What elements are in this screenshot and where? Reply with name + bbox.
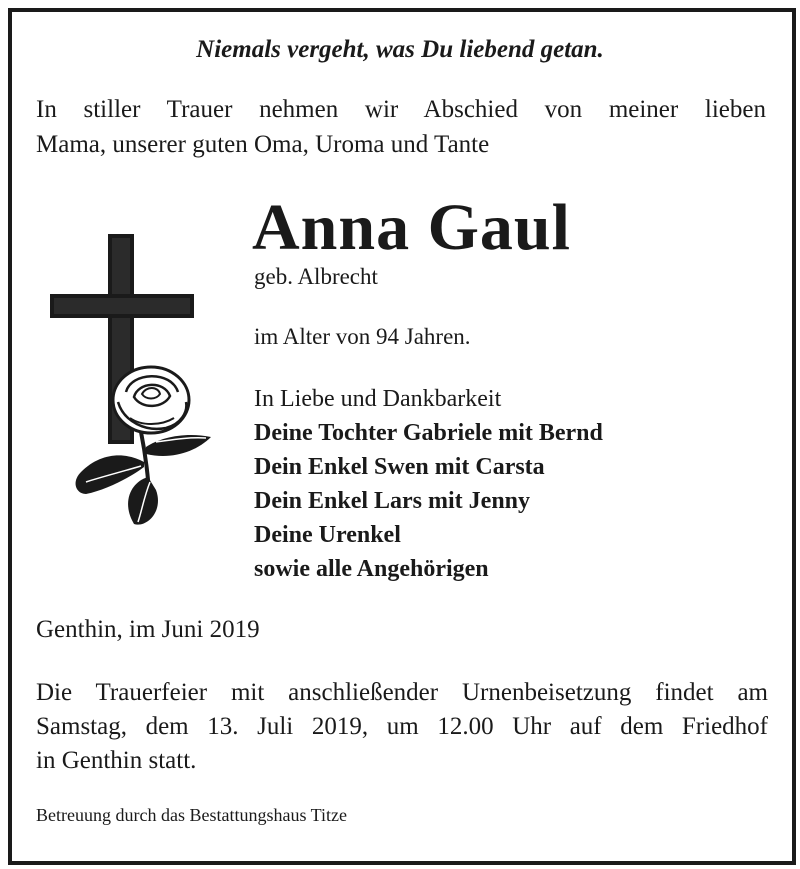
age-text: im Alter von 94 Jahren.: [254, 324, 471, 349]
funeral-line: Die Trauerfeier mit anschließender Urnenbeisetzung findet am: [36, 679, 768, 706]
funeral-details: [36, 676, 768, 778]
mourner-entry: Dein Enkel Lars mit Jenny: [254, 488, 531, 514]
mourner-entry: Deine Tochter Gabriele mit Bernd: [254, 420, 603, 446]
motto: Niemals vergeht, was Du liebend getan.: [196, 36, 604, 63]
funeral-line: in Genthin statt.: [36, 747, 197, 774]
intro-text: [36, 92, 766, 162]
mourners-lead: In Liebe und Dankbarkeit: [254, 386, 502, 412]
mourners-list: [254, 382, 603, 586]
rose-icon: [76, 367, 211, 525]
mourner-entry: Dein Enkel Swen mit Carsta: [254, 454, 545, 480]
cross-and-rose-emblem: [46, 232, 216, 532]
undertaker-note: Betreuung durch das Bestattungshaus Titze: [36, 805, 347, 825]
intro-line: Mama, unserer guten Oma, Uroma und Tante: [36, 131, 490, 158]
maiden-name: geb. Albrecht: [254, 264, 378, 289]
place-date: Genthin, im Juni 2019: [36, 616, 260, 643]
deceased-name: Anna Gaul: [252, 191, 571, 264]
intro-line: In stiller Trauer nehmen wir Abschied von meiner lieben: [36, 96, 766, 123]
mourner-entry: Deine Urenkel: [254, 522, 401, 548]
funeral-line: Samstag, dem 13. Juli 2019, um 12.00 Uhr auf dem Friedhof: [36, 713, 768, 740]
mourner-entry: sowie alle Angehörigen: [254, 556, 489, 582]
